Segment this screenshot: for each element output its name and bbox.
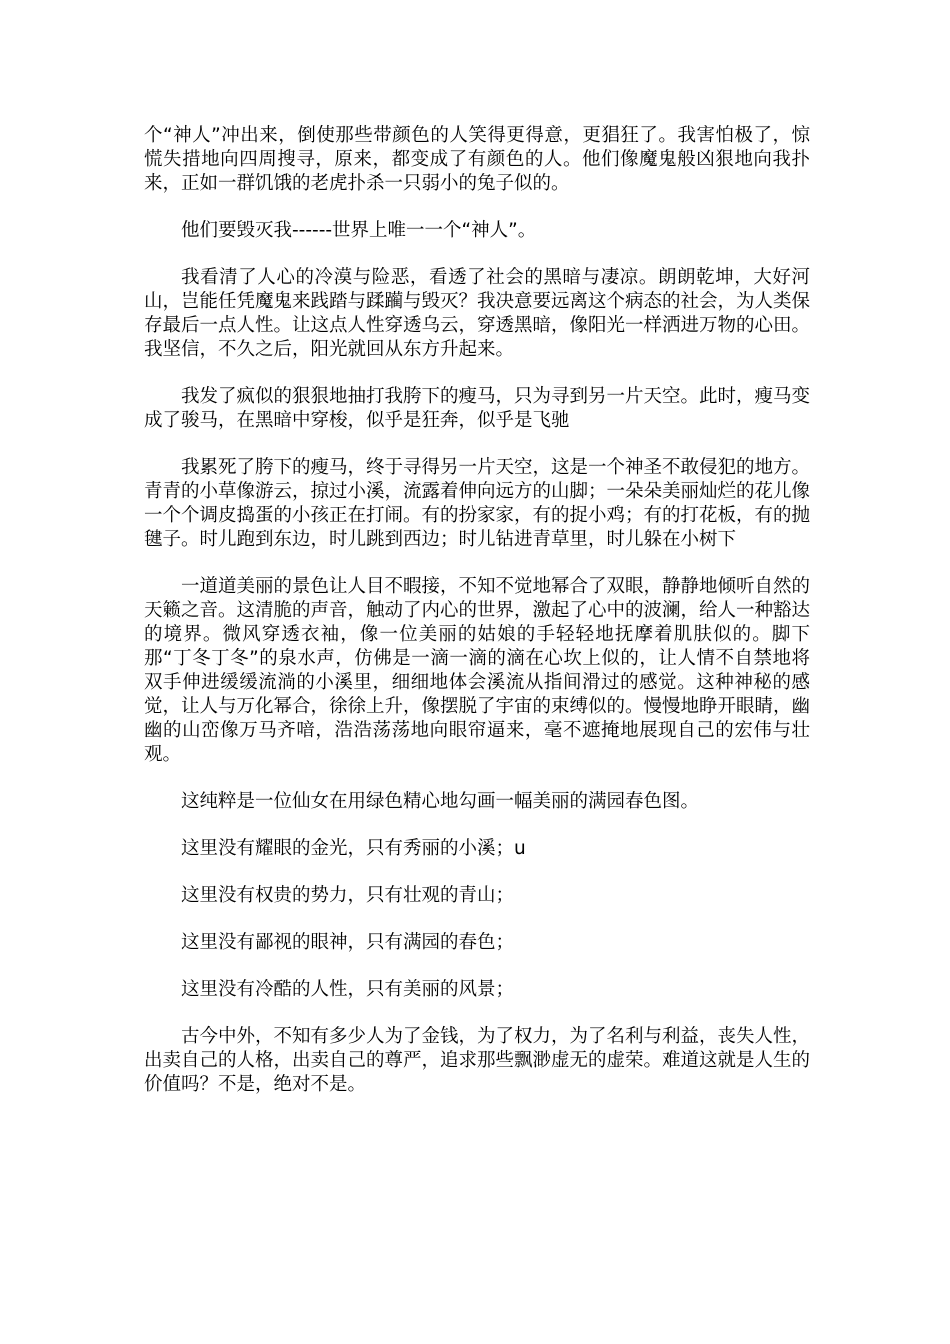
paragraph-5: 我累死了胯下的瘦马，终于寻得另一片天空，这是一个神圣不敢侵犯的地方。青青的小草像游云，掠过小溪，流露着伸向远方的山脚；一朵朵美丽灿烂的花儿像一个个调皮捣蛋的小孩正在打闹。有的扮家家，有的捉小鸡；有的打花板，有的抛毽子。时儿跑到东边，时儿跳到西边；时儿钻进青草里，时儿躲在小树下 <box>144 457 811 550</box>
paragraph-10: 这里没有鄙视的眼神，只有满园的春色； <box>181 932 515 953</box>
paragraph-9: 这里没有权贵的势力，只有壮观的青山； <box>181 885 515 906</box>
paragraph-1: 个“神人”冲出来，倒使那些带颜色的人笑得更得意，更猖狂了。我害怕极了，惊慌失措地向四周搜寻，原来，都变成了有颜色的人。他们像魔鬼般凶狠地向我扑来，正如一群饥饿的老虎扑杀一只弱小的兔子似的。 <box>144 125 810 194</box>
paragraph-7: 这纯粹是一位仙女在用绿色精心地勾画一幅美丽的满园春色图。 <box>181 791 700 812</box>
paragraph-6: 一道道美丽的景色让人目不暇接，不知不觉地幂合了双眼，静静地倾听自然的天籁之音。这清脆的声音，触动了内心的世界，激起了心中的波澜，给人一种豁达的境界。微风穿透衣袖，像一位美丽的姑娘的手轻轻地抚摩着肌肤似的。脚下那“丁冬丁冬”的泉水声，仿佛是一滴一滴的滴在心坎上似的，让人情不自禁地将双手伸进缓缓流淌的小溪里，细细地体会溪流从指间滑过的感觉。这种神秘的感觉，让人与万化幂合，徐徐上升，像摆脱了宇宙的束缚似的。慢慢地睁开眼睛，幽幽的山峦像万马齐喑，浩浩荡荡地向眼帘逼来，毫不遮掩地展现自己的宏伟与壮观。 <box>144 576 811 765</box>
paragraph-8: 这里没有耀眼的金光，只有秀丽的小溪；u <box>181 838 526 859</box>
paragraph-3: 我看清了人心的冷漠与险恶，看透了社会的黑暗与凄凉。朗朗乾坤，大好河山，岂能任凭魔鬼来践踏与蹂躏与毁灭？我决意要远离这个病态的社会，为人类保存最后一点人性。让这点人性穿透乌云，穿透黑暗，像阳光一样洒进万物的心田。我坚信，不久之后，阳光就回从东方升起来。 <box>144 267 811 360</box>
paragraph-11: 这里没有冷酷的人性，只有美丽的风景； <box>181 979 515 1000</box>
document-page <box>144 124 810 1120</box>
paragraph-2: 他们要毁灭我------世界上唯一一个“神人”。 <box>181 220 537 241</box>
paragraph-4: 我发了疯似的狠狠地抽打我胯下的瘦马，只为寻到另一片天空。此时，瘦马变成了骏马，在黑暗中穿梭，似乎是狂奔，似乎是飞驰 <box>144 386 811 431</box>
paragraph-12: 古今中外，不知有多少人为了金钱，为了权力，为了名利与利益，丧失人性，出卖自己的人格，出卖自己的尊严，追求那些飘渺虚无的虚荣。难道这就是人生的价值吗？不是，绝对不是。 <box>144 1026 811 1095</box>
